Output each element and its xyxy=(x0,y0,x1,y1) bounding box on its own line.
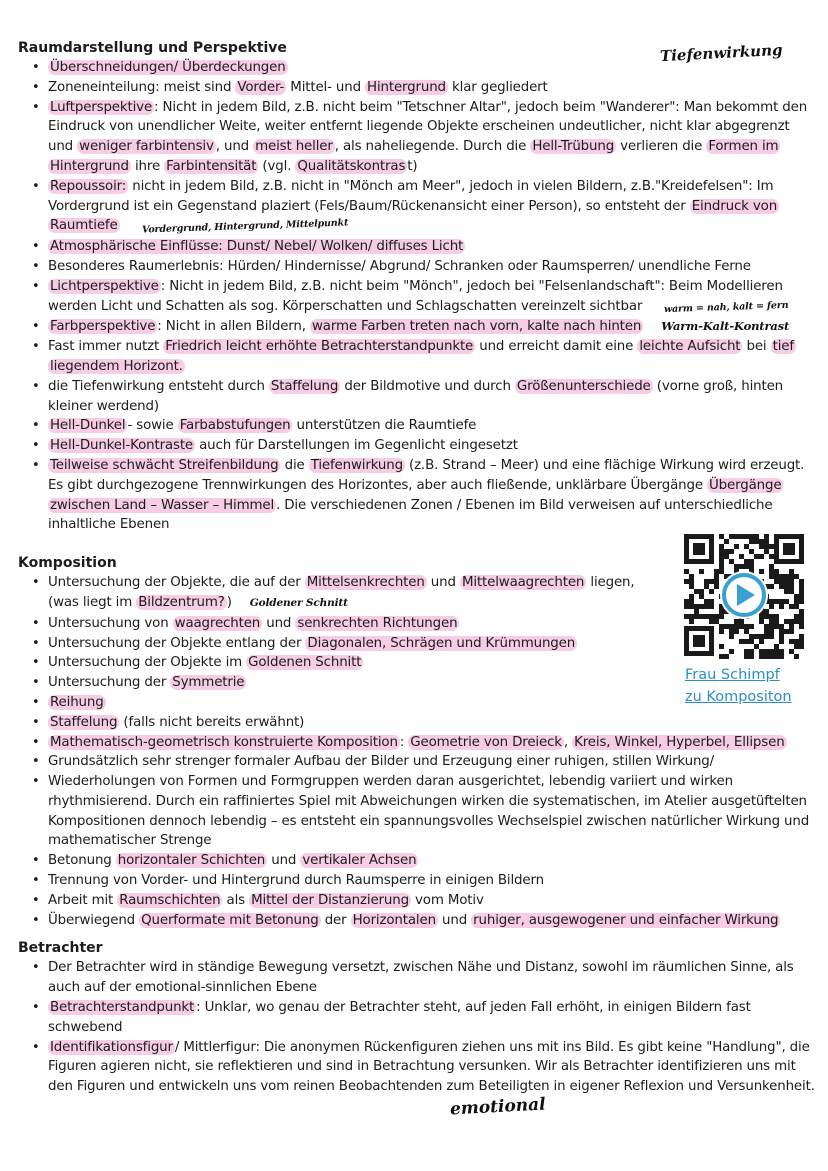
list-item xyxy=(48,317,808,337)
list-item xyxy=(48,177,808,237)
text-run: : Nicht in jedem Bild, z.B. nicht beim "Tetschner Altar", jedoch beim "Wanderer": Man bekommt den Eindruck von unendlicher Weite, weiter entfernt liegende Objekte erscheinen undeutlicher, nicht klar abgegrenzt und xyxy=(48,99,808,155)
text-run: und erreicht damit eine xyxy=(475,339,638,355)
betrachter-list xyxy=(18,958,818,1097)
list-item xyxy=(48,634,658,654)
text-run: (vorne groß, hinten kleiner werdend) xyxy=(48,378,784,414)
text-run: Der Betrachter wird in ständige Bewegung versetzt, zwischen Nähe und Distanz, sowohl im räumlichen Sinne, als auch auf der emotional-sinnlichen Ebene xyxy=(48,960,794,996)
text-run: als xyxy=(222,892,250,908)
list-item xyxy=(48,851,828,871)
text-run: und xyxy=(262,615,296,631)
text-run: und xyxy=(267,853,301,869)
text-run: und xyxy=(437,912,472,928)
text-run: Fast immer nutzt xyxy=(48,339,164,355)
text-run: (z.B. Strand – Meer) und eine flächige Wirkung wird erzeugt. Es gibt durchgezogene Trennwirkungen des Horizontes, aber auch fließende, unklärbare Übergänge xyxy=(48,457,805,493)
list-item xyxy=(48,416,808,436)
video-link-frau-schimpf[interactable] xyxy=(685,664,792,708)
highlighted-text: Repoussoir: xyxy=(50,178,127,194)
text-run: Betonung xyxy=(48,853,116,869)
list-item xyxy=(48,436,808,456)
list-item xyxy=(48,614,658,634)
text-run: der Bildmotive und durch xyxy=(340,378,515,394)
section-heading-raumdarstellung: Raumdarstellung und Perspektive xyxy=(18,40,287,56)
text-run: der xyxy=(320,912,351,928)
text-run: (falls nicht bereits erwähnt) xyxy=(119,714,305,730)
highlighted-text: Identifikationsfigur xyxy=(50,1039,173,1055)
list-item xyxy=(48,998,818,1038)
highlighted-text: Hell-Trübung xyxy=(532,139,615,155)
handwritten-note: Goldener Schnitt xyxy=(249,596,348,609)
section-heading-betrachter: Betrachter xyxy=(18,940,103,957)
list-item xyxy=(48,257,808,277)
highlighted-text: tief liegendem Horizont. xyxy=(50,339,794,374)
highlighted-text: Eindruck von Raumtiefe xyxy=(50,198,778,234)
highlighted-text: Größenunterschiede xyxy=(516,378,651,394)
highlighted-text: warme Farben treten nach vorn, kalte nach hinten xyxy=(311,319,642,335)
text-run: vom Motiv xyxy=(410,892,484,908)
text-run: , als naheliegende. Durch die xyxy=(334,139,531,155)
handwritten-note: Warm-Kalt-Kontrast xyxy=(661,319,790,334)
highlighted-text: leichte Aufsicht xyxy=(639,339,741,355)
text-run: und xyxy=(426,575,460,591)
text-run: Arbeit mit xyxy=(48,892,118,908)
text-run: unterstützen die Raumtiefe xyxy=(292,418,477,434)
handwritten-note: warm = nah, kalt = fern xyxy=(664,299,789,315)
text-run: Wiederholungen von Formen und Formgruppen werden daran ausgerichtet, lebendig variiert und wirken rhythmisierend. Durch ein raffiniertes Spiel mit Abweichungen wirken die systematischen, im Atelier ausgetüftelten Kompositionen dennoch lebendig – es entsteht ein spannungsvolles Wechselspiel zwischen natürlicher Wirkung und mathematischer Strenge xyxy=(48,774,810,849)
list-item xyxy=(48,1038,818,1097)
highlighted-text: vertikaler Achsen xyxy=(302,853,417,869)
text-run: die Tiefenwirkung entsteht durch xyxy=(48,378,269,394)
text-run: Untersuchung von xyxy=(48,615,173,631)
highlighted-text: Kreis, Winkel, Hyperbel, Ellipsen xyxy=(574,734,785,750)
text-run: , und xyxy=(215,139,254,155)
text-run: Untersuchung der xyxy=(48,675,171,691)
text-run: ihre xyxy=(130,158,165,174)
text-run: t) xyxy=(407,158,418,174)
highlighted-text: senkrechten Richtungen xyxy=(297,615,458,631)
text-run: auch für Darstellungen im Gegenlicht eingesetzt xyxy=(195,438,518,454)
highlighted-text: Mathematisch-geometrisch konstruierte Komposition xyxy=(50,734,398,750)
text-run: bei xyxy=(742,339,771,355)
highlighted-text: Reihung xyxy=(50,694,104,710)
text-run: : Nicht in allen Bildern, xyxy=(157,319,310,335)
highlighted-text: Betrachterstandpunkt xyxy=(50,1000,195,1016)
list-item xyxy=(48,653,658,673)
text-run: , xyxy=(563,734,573,750)
text-run: Untersuchung der Objekte, die auf der xyxy=(48,575,305,591)
highlighted-text: Querformate mit Betonung xyxy=(141,912,319,928)
text-run: nicht in jedem Bild, z.B. nicht in "Mönch am Meer", jedoch in vielen Bildern, z.B."Kreidefelsen": Im Vordergrund ist ein Gegenstand plaziert (Fels/Baum/Rückenansicht einer Person), so entsteht der xyxy=(48,178,774,214)
text-run: ) xyxy=(226,594,232,610)
list-item xyxy=(48,911,828,931)
highlighted-text: Tiefenwirkung xyxy=(310,457,403,473)
list-item xyxy=(48,237,808,257)
highlighted-text: Diagonalen, Schrägen und Krümmungen xyxy=(307,635,576,651)
text-run: klar gegliedert xyxy=(447,79,548,95)
list-item xyxy=(48,733,828,753)
highlighted-text: Übergänge zwischen Land – Wasser – Himmel xyxy=(50,477,782,513)
highlighted-text: Symmetrie xyxy=(172,675,245,691)
text-run: - sowie xyxy=(127,418,178,434)
text-run: Besonderes Raumerlebnis: Hürden/ Hindernisse/ Abgrund/ Schranken oder Raumsperren/ unendliche Ferne xyxy=(48,258,751,274)
text-run: die xyxy=(280,457,309,473)
spacer xyxy=(18,930,818,938)
list-item xyxy=(48,573,658,614)
highlighted-text: Hell-Dunkel xyxy=(50,418,126,434)
text-run: (vgl. xyxy=(258,158,296,174)
highlighted-text: Horizontalen xyxy=(352,912,436,928)
qr-code-graphic xyxy=(680,530,808,660)
text-run: liegen, (was liegt im xyxy=(48,575,635,610)
list-item xyxy=(48,958,818,998)
list-item xyxy=(48,693,658,713)
highlighted-text: Hell-Dunkel-Kontraste xyxy=(50,438,194,454)
text-run: Zoneneinteilung: meist sind xyxy=(48,79,236,95)
section-heading-komposition: Komposition xyxy=(18,555,117,572)
highlighted-text: Mittelwaagrechten xyxy=(461,575,585,591)
list-item xyxy=(48,98,808,177)
highlighted-text: Luftperspektive xyxy=(50,99,153,115)
highlighted-text: weniger farbintensiv xyxy=(79,139,214,155)
text-run: : xyxy=(399,734,409,750)
text-run: verlieren die xyxy=(616,139,707,155)
list-item xyxy=(48,673,658,693)
highlighted-text: Vorder- xyxy=(237,79,285,95)
highlighted-text: meist heller xyxy=(255,139,333,155)
handwritten-tiefenwirkung: Tiefenwirkung xyxy=(659,40,783,66)
highlighted-text: Farbintensität xyxy=(166,158,257,174)
highlighted-text: Überschneidungen/ Überdeckungen xyxy=(50,60,286,75)
highlighted-text: Teilweise schwächt Streifenbildung xyxy=(50,457,279,473)
list-item xyxy=(48,78,808,98)
text-run: Mittel- und xyxy=(286,79,366,95)
highlighted-text: Lichtperspektive xyxy=(50,278,159,294)
handwritten-emotional: emotional xyxy=(449,1094,547,1120)
highlighted-text: Mittelsenkrechten xyxy=(306,575,425,591)
highlighted-text: Friedrich leicht erhöhte Betrachterstandpunkte xyxy=(165,339,474,355)
qr-code[interactable] xyxy=(680,530,808,660)
text-run: Untersuchung der Objekte entlang der xyxy=(48,635,306,651)
list-item xyxy=(48,772,828,851)
highlighted-text: Atmosphärische Einflüsse: Dunst/ Nebel/ Wolken/ diffuses Licht xyxy=(50,239,464,255)
highlighted-text: Goldenen Schnitt xyxy=(248,655,362,671)
highlighted-text: Raumschichten xyxy=(119,892,221,908)
handwritten-note: Vordergrund, Hintergrund, Mittelpunkt xyxy=(141,217,349,236)
raum-list xyxy=(18,58,808,535)
text-run: Überwiegend xyxy=(48,912,140,928)
link-line-2: zu Kompositon xyxy=(685,689,792,705)
text-run: / Mittlerfigur: Die anonymen Rückenfiguren ziehen uns mit ins Bild. Es gibt keine "Handlung", die Figuren agieren nicht, sie reflektieren und sind in Betrachtung versunken. Wir als Betrachter identifizieren uns mit den Figuren und entwickeln uns vom reinen Beobachtenden zum Beteiligten in eigener Reflexion und Versunkenheit. xyxy=(48,1039,815,1095)
text-run: Grundsätzlich sehr strenger formaler Aufbau der Bilder und Erzeugung einer ruhigen, stillen Wirkung/ xyxy=(48,754,715,770)
text-run: . Die verschiedenen Zonen / Ebenen im Bild verweisen auf unterschiedliche inhaltliche Ebenen xyxy=(48,497,773,533)
text-run: : Nicht in jedem Bild, z.B. nicht beim "Mönch", jedoch bei "Felsenlandschaft": Beim Modellieren werden Licht und Schatten als sog. Körperschatten und Schlagschatten vereinzelt sichtbar xyxy=(48,278,783,314)
highlighted-text: Hintergrund xyxy=(367,79,446,95)
link-line-1: Frau Schimpf xyxy=(685,667,780,683)
highlighted-text: Staffelung xyxy=(50,714,118,730)
highlighted-text: Geometrie von Dreieck xyxy=(410,734,562,750)
text-run: : Unklar, wo genau der Betrachter steht, auf jeden Fall erhöht, in einigen Bildern fast schwebend xyxy=(48,1000,751,1035)
list-item xyxy=(48,456,808,535)
highlighted-text: Mittel der Distanzierung xyxy=(251,892,409,908)
highlighted-text: Qualitätskontras xyxy=(297,158,406,174)
list-item xyxy=(48,871,828,891)
text-run: Trennung von Vorder- und Hintergrund durch Raumsperre in einigen Bildern xyxy=(48,873,544,889)
list-item xyxy=(48,277,808,318)
list-item xyxy=(48,891,828,911)
highlighted-text: Farbperspektive xyxy=(50,319,156,335)
highlighted-text: waagrechten xyxy=(174,615,261,631)
list-item xyxy=(48,377,808,417)
list-item xyxy=(48,337,808,377)
highlighted-text: Formen im Hintergrund xyxy=(50,139,779,174)
list-item xyxy=(48,713,658,733)
highlighted-text: ruhiger, ausgewogener und einfacher Wirkung xyxy=(473,912,779,928)
highlighted-text: horizontaler Schichten xyxy=(117,853,266,869)
highlighted-text: Farbabstufungen xyxy=(179,418,291,434)
highlighted-text: Staffelung xyxy=(270,378,339,394)
list-item xyxy=(48,752,828,772)
text-run: Untersuchung der Objekte im xyxy=(48,655,247,671)
highlighted-text: Bildzentrum? xyxy=(138,594,225,610)
